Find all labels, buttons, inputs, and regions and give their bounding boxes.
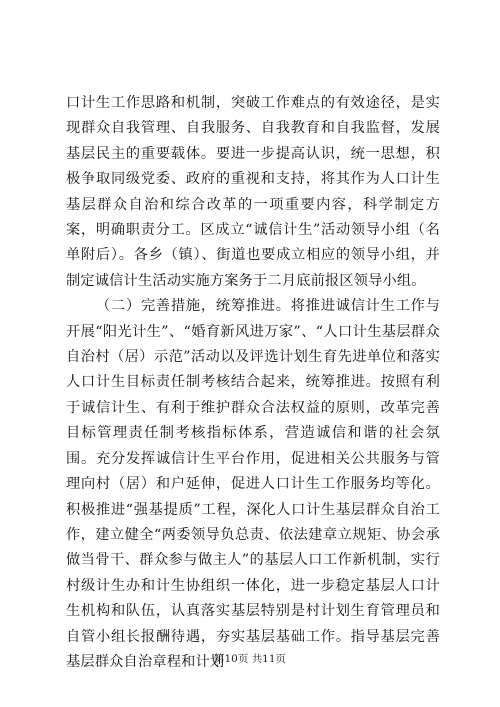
paragraph-continuation: 口计生工作思路和机制，突破工作难点的有效途径，是实现群众自我管理、自我服务、自我教育和自我监督，发展基层民主的重要载体。要进一步提高认识，统一思想，积极争取同级党委、政府的重视和支持，将其作为人口计生基层群众自治和综合改革的一项重要内容，科学制定方案，明确职责分工。区成立“诚信计生”活动领导小组（名单附后）。各乡（镇）、街道也要成立相应的领导小组，并制定诚信计生活动实施方案务于二月底前报区领导小组。 [66,95,440,289]
page-footer: 第10页 共11页 [213,653,287,665]
document-body [66,91,440,675]
paragraph-measures: （二）完善措施，统筹推进。将推进诚信计生工作与开展“阳光计生”、“婚育新风进万家”、“人口计生基层群众自治村（居）示范”活动以及评选计划生育先进单位和落实人口计生目标责任制考核结合起来，统筹推进。按照有利于诚信计生、有利于维护群众合法权益的原则，改革完善目标管理责任制考核指标体系，营造诚信和谐的社会氛围。充分发挥诚信计生平台作用，促进相关公共服务与管理向村（居）和户延伸，促进人口计生工作服务均等化。积极推进“强基提质”工程，深化人口计生基层群众自治工作，建立健全“两委领导负总责、依法建章立规矩、协会承做当骨干、群众参与做主人”的基层人口工作新机制，实行村级计生办和计生协组织一体化，进一步稳定基层人口计生机构和队伍，认真落实基层特别是村计划生育管理员和自管小组长报酬待遇，夯实基层基础工作。指导基层完善基层群众自治章程和计划 [66,298,440,670]
